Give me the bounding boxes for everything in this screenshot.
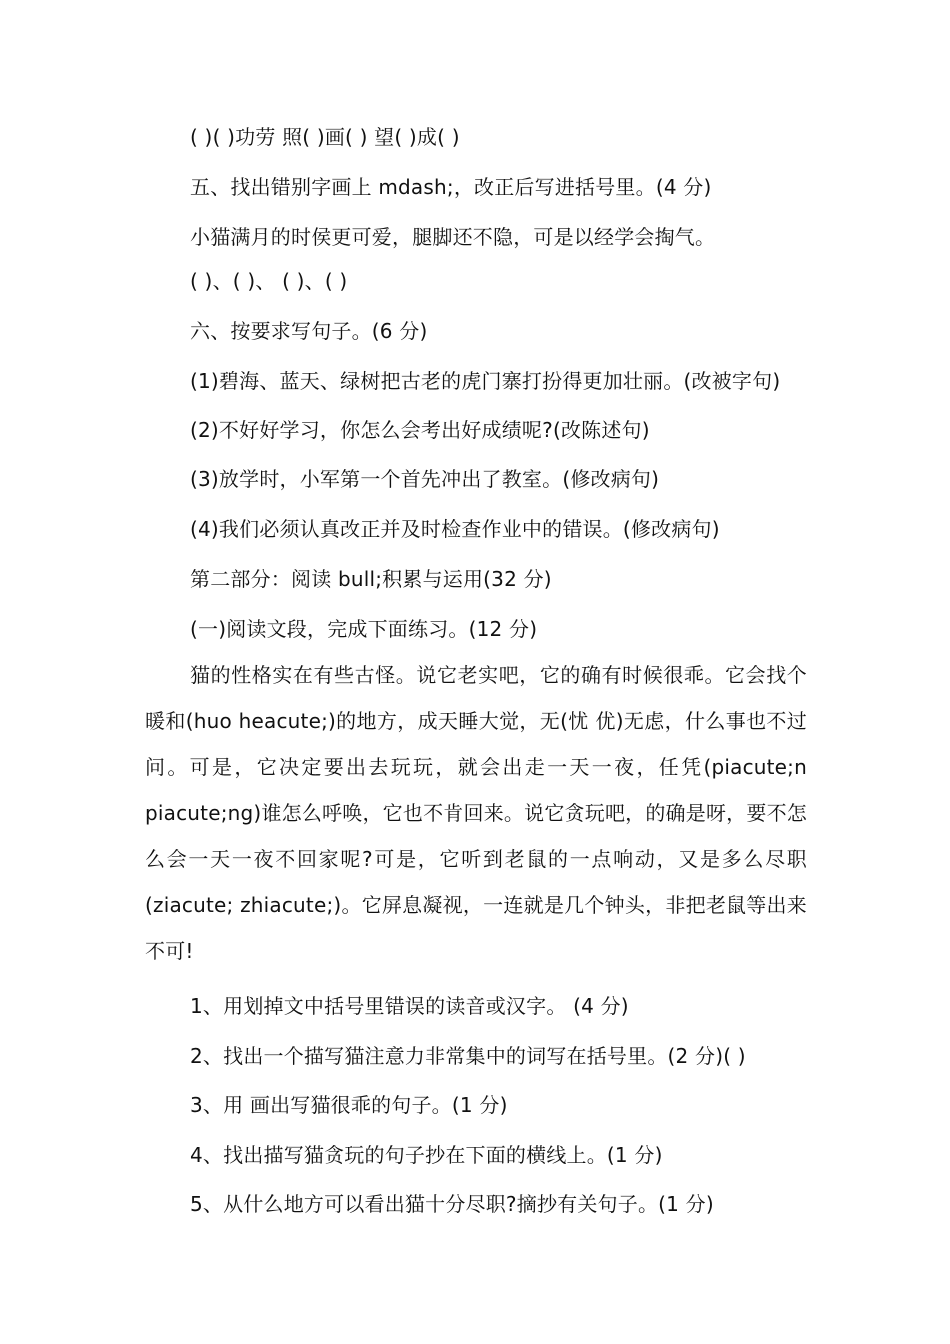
question-1: 1、用划掉文中括号里错误的读音或汉字。 (4 分) (190, 994, 629, 1018)
section-six-item-3: (3)放学时，小军第一个首先冲出了教室。(修改病句) (190, 467, 660, 491)
section-five-heading: 五、找出错别字画上 mdash;，改正后写进括号里。(4 分) (190, 175, 712, 199)
section-five-sentence: 小猫满月的时侯更可爱，腿脚还不隐，可是以经学会掏气。 (190, 225, 716, 249)
question-5: 5、从什么地方可以看出猫十分尽职?摘抄有关句子。(1 分) (190, 1192, 714, 1216)
question-4: 4、找出描写猫贪玩的句子抄在下面的横线上。(1 分) (190, 1143, 663, 1167)
question-3: 3、用 画出写猫很乖的句子。(1 分) (190, 1093, 508, 1117)
section-six-heading: 六、按要求写句子。(6 分) (190, 319, 428, 343)
section-six-item-4: (4)我们必须认真改正并及时检查作业中的错误。(修改病句) (190, 517, 720, 541)
section-four-tail: ( )( )功劳 照( )画( ) 望( )成( ) (190, 125, 460, 149)
section-six-item-2: (2)不好好学习，你怎么会考出好成绩呢?(改陈述句) (190, 418, 650, 442)
part-two-heading: 第二部分：阅读 bull;积累与运用(32 分) (190, 567, 552, 591)
section-six-item-1: (1)碧海、蓝天、绿树把古老的虎门寨打扮得更加壮丽。(改被字句) (190, 369, 781, 393)
reading-one-heading: (一)阅读文段，完成下面练习。(12 分) (190, 617, 538, 641)
reading-passage: 猫的性格实在有些古怪。说它老实吧，它的确有时候很乖。它会找个暖和(huo heacute;)的地方，成天睡大觉，无(忧 优)无虑，什么事也不过问。可是，它决定要出去玩玩，就会出走一天一夜，任凭(piacute;n piacute;ng)谁怎么呼唤，它也不肯回来。说它贪玩吧，的确是呀，要不怎么会一天一夜不回家呢?可是，它听到老鼠的一点响动，又是多么尽职(ziacute; zhiacute;)。它屏息凝视，一连就是几个钟头，非把老鼠等出来不可! (145, 663, 807, 963)
question-2: 2、找出一个描写猫注意力非常集中的词写在括号里。(2 分)( ) (190, 1044, 746, 1068)
section-five-answer-blanks: ( )、( )、 ( )、( ) (190, 269, 348, 293)
